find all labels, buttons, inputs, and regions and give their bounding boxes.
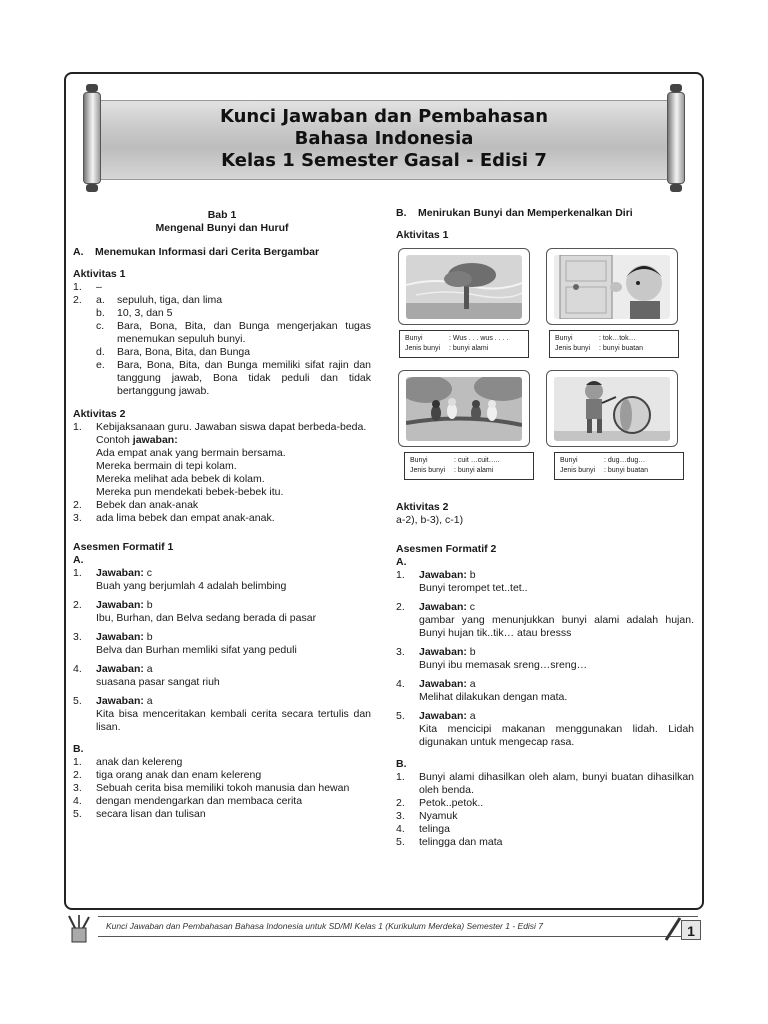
answer-label: Jawaban: [419,601,467,613]
example-answer: Contoh jawaban: Ada empat anak yang bermain bersama. Mereka bermain di tepi kolam. Mereka melihat ada bebek di kolam. Mereka pun mendekati bebek-bebek itu. [96,434,286,498]
aktivitas-2-heading: Aktivitas 2 [396,501,449,513]
sound-picture-grid [396,248,694,490]
list-item: 1. anak dan kelereng [73,756,183,768]
list-item: 2. Petok..petok.. [396,797,484,809]
title-line-3: Kelas 1 Semester Gasal - Edisi 7 [221,150,547,171]
list-item: 4. dengan mendengarkan dan membaca cerita [73,795,303,807]
asesmen-formatif-2-heading: Asesmen Formatif 2 [396,543,497,555]
list-item: 5. telingga dan mata [396,836,503,848]
list-item: 2. a. sepuluh, tiga, dan lima b. 10, 3, dan 5 c. Bara, Bona, Bita, dan Bunga mengerjakan tugas menemukan sepuluh bunyi. d. Bara, Bona, Bita, dan Bunga e. Bara, Bona, Bita, dan Bunga memiliki sifat rajin dan tanggung jawab, Bona tidak peduli dan tidak bertanggung jawab. [73,294,371,397]
answer-explanation: Melihat dilakukan dengan mata. [419,691,568,703]
list-item: 2. Bebek dan anak-anak [73,499,199,511]
asesmen-formatif-1-heading: Asesmen Formatif 1 [73,541,174,553]
list-item: 3. Nyamuk [396,810,458,822]
page-number: 1 [681,920,701,940]
answer-item: 1. Jawaban: c Buah yang berjumlah 4 adalah belimbing [73,567,371,593]
answer-explanation: Bunyi ibu memasak sreng…sreng… [419,659,588,671]
list-item: 5. secara lisan dan tulisan [73,808,206,820]
list-item: 3. Sebuah cerita bisa memiliki tokoh manusia dan hewan [73,782,350,794]
label-box-2: Bunyi : tok…tok… Jenis bunyi : bunyi buatan [549,330,679,358]
answer-choice: a [466,678,476,690]
picture-drum [546,370,678,447]
page-title [76,106,692,172]
answer-label: Jawaban: [96,567,144,579]
answer-label: Jawaban: [419,569,467,581]
section-a-heading: A. Menemukan Informasi dari Cerita Bergambar [73,246,320,258]
answer-item: 3. Jawaban: b Bunyi ibu memasak sreng…sreng… [396,646,694,672]
list-item: 4. telinga [396,823,450,835]
answer-explanation: Belva dan Burhan memliki sifat yang peduli [96,644,297,656]
list-item: 2. tiga orang anak dan enam kelereng [73,769,262,781]
aktivitas-2-answer: a-2), b-3), c-1) [396,514,464,526]
chapter-number: Bab 1 [207,209,237,221]
answer-item: 2. Jawaban: b Ibu, Burhan, dan Belva sedang berada di pasar [73,599,371,625]
answer-item: 4. Jawaban: a suasana pasar sangat riuh [73,663,371,689]
answer-explanation: gambar yang menunjukkan bunyi alami adalah hujan. Bunyi hujan tik..tik… atau bresss [419,614,694,639]
answer-explanation: Ibu, Burhan, dan Belva sedang berada di pasar [96,612,317,624]
answer-explanation: Kita bisa menceritakan kembali cerita secara tertulis dan lisan. [96,708,371,733]
left-column [73,209,371,821]
picture-knock-door [546,248,678,325]
answer-explanation: Kita mencicipi makanan menggunakan lidah. Lidah digunakan untuk mengecap rasa. [419,723,694,748]
answer-item: 4. Jawaban: a Melihat dilakukan dengan mata. [396,678,694,704]
footer-text: Kunci Jawaban dan Pembahasan Bahasa Indonesia untuk SD/MI Kelas 1 (Kurikulum Merdeka) Semester 1 - Edisi 7 [106,921,544,931]
answer-choice: b [466,569,476,581]
answer-choice: b [143,631,153,643]
part-b-label: B. [73,743,84,755]
knock-door-illustration [554,255,670,319]
aktivitas-1-heading: Aktivitas 1 [73,268,126,280]
answer-item: 5. Jawaban: a Kita bisa menceritakan kembali cerita secara tertulis dan lisan. [73,695,371,733]
answer-item: 1. Jawaban: b Bunyi terompet tet..tet.. [396,569,694,595]
part-b-label: B. [396,758,407,770]
part-a-label: A. [396,556,407,568]
right-column [396,207,694,849]
answer-label: Jawaban: [419,646,467,658]
title-line-2: Bahasa Indonesia [294,128,474,149]
answer-label: Jawaban: [96,599,144,611]
pen-icon [664,916,682,942]
page-number-badge [664,914,704,944]
answer-item: 5. Jawaban: a Kita mencicipi makanan menggunakan lidah. Lidah digunakan untuk mengecap rasa. [396,710,694,748]
list-item: 1. – [73,281,102,293]
answer-label: Jawaban: [419,678,467,690]
chapter-title: Mengenal Bunyi dan Huruf [155,222,289,234]
label-box-3: Bunyi : cuit …cuit….. Jenis bunyi : bunyi alami [404,452,534,480]
footer [64,914,704,944]
title-banner [76,84,692,192]
list-item: 1. Kebijaksanaan guru. Jawaban siswa dapat berbeda-beda. [73,421,367,433]
picture-wind-tree [398,248,530,325]
aktivitas-2-heading: Aktivitas 2 [73,408,126,420]
drum-illustration [554,377,670,441]
wind-tree-illustration [406,255,522,319]
answer-label: Jawaban: [419,710,467,722]
pencil-cup-icon [64,914,94,944]
answer-choice: b [143,599,153,611]
label-box-1: Bunyi : Wus . . . wus . . . . Jenis bunyi : bunyi alami [399,330,529,358]
answer-item: 2. Jawaban: c gambar yang menunjukkan bunyi alami adalah hujan. Bunyi hujan tik..tik… atau bresss [396,601,694,639]
title-line-1: Kunci Jawaban dan Pembahasan [219,106,549,127]
list-item: 3. ada lima bebek dan empat anak-anak. [73,512,275,524]
answer-choice: a [143,663,153,675]
answer-choice: b [466,646,476,658]
answer-explanation: suasana pasar sangat riuh [96,676,220,688]
section-b-heading: B. Menirukan Bunyi dan Memperkenalkan Diri [396,207,633,219]
part-a-label: A. [73,554,84,566]
answer-explanation: Buah yang berjumlah 4 adalah belimbing [96,580,287,592]
answer-label: Jawaban: [96,631,144,643]
answer-explanation: Bunyi terompet tet..tet.. [419,582,528,594]
answer-label: Jawaban: [96,695,144,707]
list-item: 1. Bunyi alami dihasilkan oleh alam, bunyi buatan dihasilkan oleh benda. [396,771,694,796]
answer-choice: a [466,710,476,722]
answer-choice: a [143,695,153,707]
answer-choice: c [143,567,153,579]
birds-illustration [406,377,522,441]
label-box-4: Bunyi : dug…dug… Jenis bunyi : bunyi buatan [554,452,684,480]
aktivitas-1-heading: Aktivitas 1 [396,229,449,241]
answer-item: 3. Jawaban: b Belva dan Burhan memliki sifat yang peduli [73,631,371,657]
answer-choice: c [466,601,476,613]
answer-label: Jawaban: [96,663,144,675]
picture-birds [398,370,530,447]
